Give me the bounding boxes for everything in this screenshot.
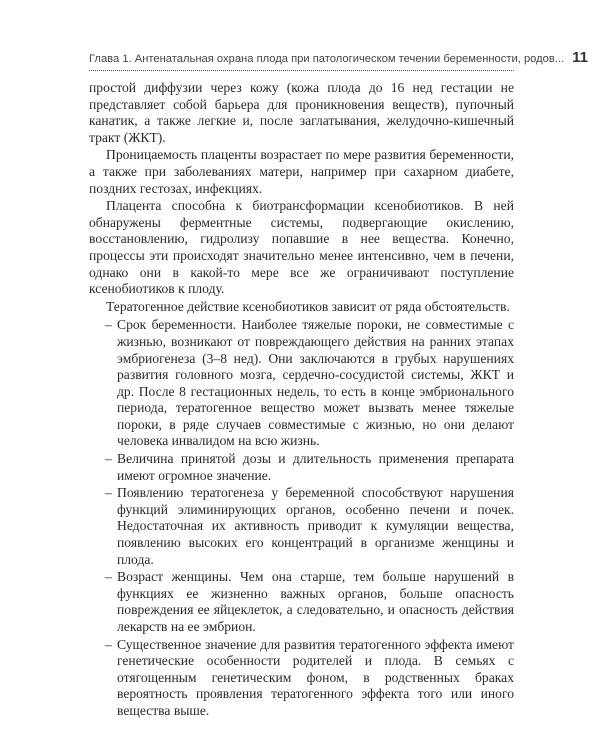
list-item: – Возраст женщины. Чем она старше, тем больше нарушений в функциях ее жизненно важных органов, больше опасность повреждения ее яйцеклеток, а следовательно, и опасность действия лекарств на ее эмбрион. [89,569,514,635]
factor-list [89,317,514,719]
paragraph: Проницаемость плаценты возрастает по мере развития беременности, а также при заболеваниях матери, например при сахарном диабете, поздних гестозах, инфекциях. [89,147,514,196]
paragraph: Плацента способна к биотрансформации ксенобиотиков. В ней обнаружены ферментные системы, подвергающие окислению, восстановлению, гидролизу попавшие в нее вещества. Конечно, процессы эти происходят значительно менее интенсивно, чем в печени, однако они в какой-то мере все же ограничивают поступление ксенобиотиков к плоду. [89,198,514,297]
paragraph: простой диффузии через кожу (кожа плода до 16 нед гестации не представляет собой барьера для проникновения веществ), пупочный канатик, а также легкие и, после заглатывания, желудочно-кишечный тракт (ЖКТ). [89,80,514,145]
list-item: – Существенное значение для развития тератогенного эффекта имеют генетические особенности родителей и плода. В семьях с отягощенным генетическим фоном, в родственных браках вероятность проявления тератогенного эффекта того или иного вещества выше. [89,637,514,720]
paragraph: Тератогенное действие ксенобиотиков зависит от ряда обстоятельств. [106,298,510,314]
page-number: 11 [572,49,589,66]
list-item: – Срок беременности. Наиболее тяжелые пороки, не совместимые с жизнью, возникают от повреждающего действия на ранних этапах эмбриогенеза (3–8 нед). Они заключаются в грубых нарушениях развития головного мозга, сердечно-сосудистой системы, ЖКТ и др. После 8 гестационных недель, то есть в конце эмбрионального периода, тератогенное вещество может вызвать менее тяжелые пороки, в ряде случаев совместимые с жизнью, но они делают человека инвалидом на всю жизнь. [89,317,514,450]
body-text [89,80,514,720]
list-item: – Появлению тератогенеза у беременной способствуют нарушения функций элиминирующих органов, особенно печени и почек. Недостаточная их активность приводит к кумуляции вещества, появлению высоких его концентраций в организме женщины и плода. [89,485,514,568]
page-header [89,49,589,71]
list-item: – Величина принятой дозы и длительность применения препарата имеют огромное значение. [89,451,514,484]
running-head: Глава 1. Антенатальная охрана плода при патологическом течении беременности, родов... [89,53,565,65]
